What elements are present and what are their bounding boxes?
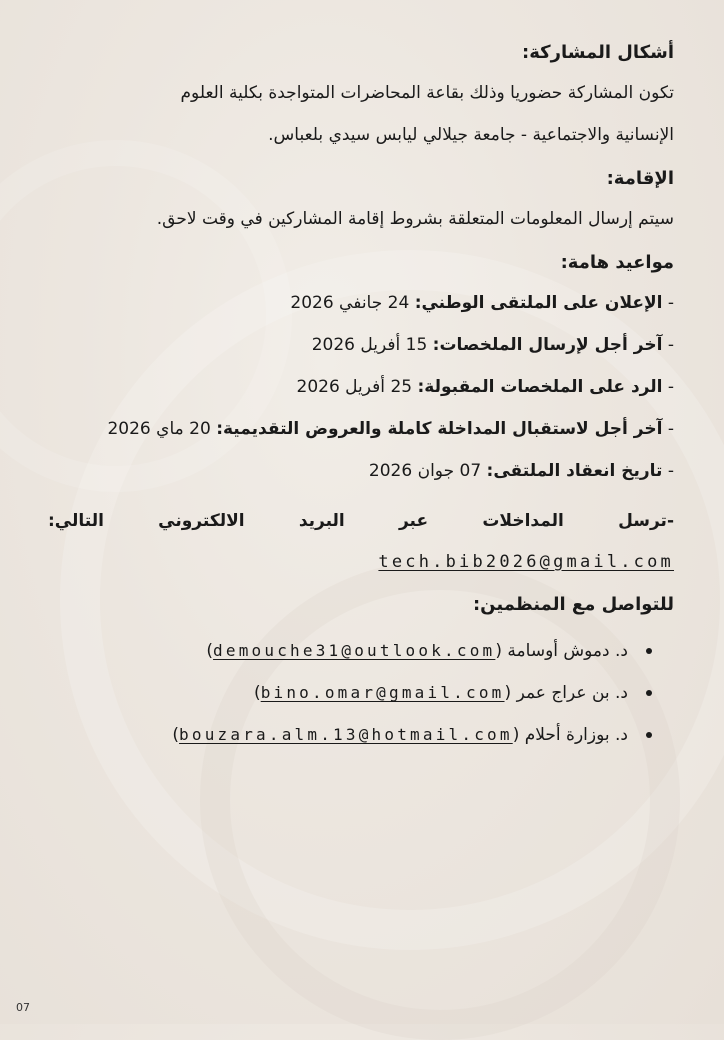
- residence-section: [48, 164, 674, 240]
- submission-email-link[interactable]: tech.bib2026@gmail.com: [378, 552, 674, 572]
- bullet-icon: [646, 648, 652, 654]
- date-value: 07 جوان 2026: [368, 461, 482, 481]
- participation-line-2: الإنسانية والاجتماعية - جامعة جيلالي ليابس سيدي بلعباس.: [268, 125, 674, 145]
- date-row: - تاريخ انعقاد الملتقى: 07 جوان 2026: [368, 461, 674, 481]
- date-value: 15 أفريل 2026: [311, 335, 428, 355]
- participation-heading: أشكال المشاركة:: [522, 42, 674, 63]
- date-label: الرد على الملخصات المقبولة:: [417, 377, 663, 397]
- bullet-icon: [646, 732, 652, 738]
- date-row: - آخر أجل لاستقبال المداخلة كاملة والعروض التقديمية: 20 ماي 2026: [107, 419, 674, 439]
- important-dates-section: [48, 248, 674, 492]
- submission-text: -ترسل المداخلات عبر البريد الالكتروني التالي:: [48, 511, 674, 531]
- participation-line-1: تكون المشاركة حضوريا وذلك بقاعة المحاضرات المتواجدة بكلية العلوم: [180, 83, 674, 103]
- residence-heading: الإقامة:: [606, 168, 674, 189]
- date-row: - الإعلان على الملتقى الوطني: 24 جانفي 2026: [290, 293, 674, 313]
- page-number: 07: [16, 1001, 30, 1014]
- contact-name: د. بوزارة أحلام: [524, 725, 628, 745]
- date-label: آخر أجل لإرسال الملخصات:: [432, 335, 663, 355]
- contact-email-link[interactable]: bino.omar@gmail.com: [260, 683, 505, 702]
- date-row: - الرد على الملخصات المقبولة: 25 أفريل 2026: [296, 377, 674, 397]
- date-value: 25 أفريل 2026: [296, 377, 413, 397]
- contacts-list: [48, 630, 674, 756]
- participation-section: [48, 38, 674, 156]
- contact-name: د. بن عراج عمر: [516, 683, 628, 703]
- date-label: آخر أجل لاستقبال المداخلة كاملة والعروض التقديمية:: [216, 419, 663, 439]
- contact-email-link[interactable]: bouzara.alm.13@hotmail.com: [179, 725, 513, 744]
- residence-text: سيتم إرسال المعلومات المتعلقة بشروط إقامة المشاركين في وقت لاحق.: [156, 209, 674, 229]
- date-value: 20 ماي 2026: [107, 419, 211, 439]
- bullet-icon: [646, 690, 652, 696]
- contact-name: د. دموش أوسامة: [507, 641, 628, 661]
- date-label: تاريخ انعقاد الملتقى:: [486, 461, 663, 481]
- contact-item: د. دموش أوسامة ( demouche31@outlook.com ): [48, 630, 674, 672]
- contact-email-link[interactable]: demouche31@outlook.com: [213, 641, 496, 660]
- date-value: 24 جانفي 2026: [290, 293, 410, 313]
- submission-section: [48, 500, 674, 582]
- date-label: الإعلان على الملتقى الوطني:: [414, 293, 663, 313]
- contacts-heading: للتواصل مع المنظمين:: [472, 594, 674, 615]
- contact-item: د. بوزارة أحلام ( bouzara.alm.13@hotmail.com ): [48, 714, 674, 756]
- important-dates-heading: مواعيد هامة:: [560, 252, 674, 273]
- page-content: [48, 32, 674, 764]
- date-row: - آخر أجل لإرسال الملخصات: 15 أفريل 2026: [311, 335, 674, 355]
- contacts-section: [48, 590, 674, 756]
- contact-item: د. بن عراج عمر ( bino.omar@gmail.com ): [48, 672, 674, 714]
